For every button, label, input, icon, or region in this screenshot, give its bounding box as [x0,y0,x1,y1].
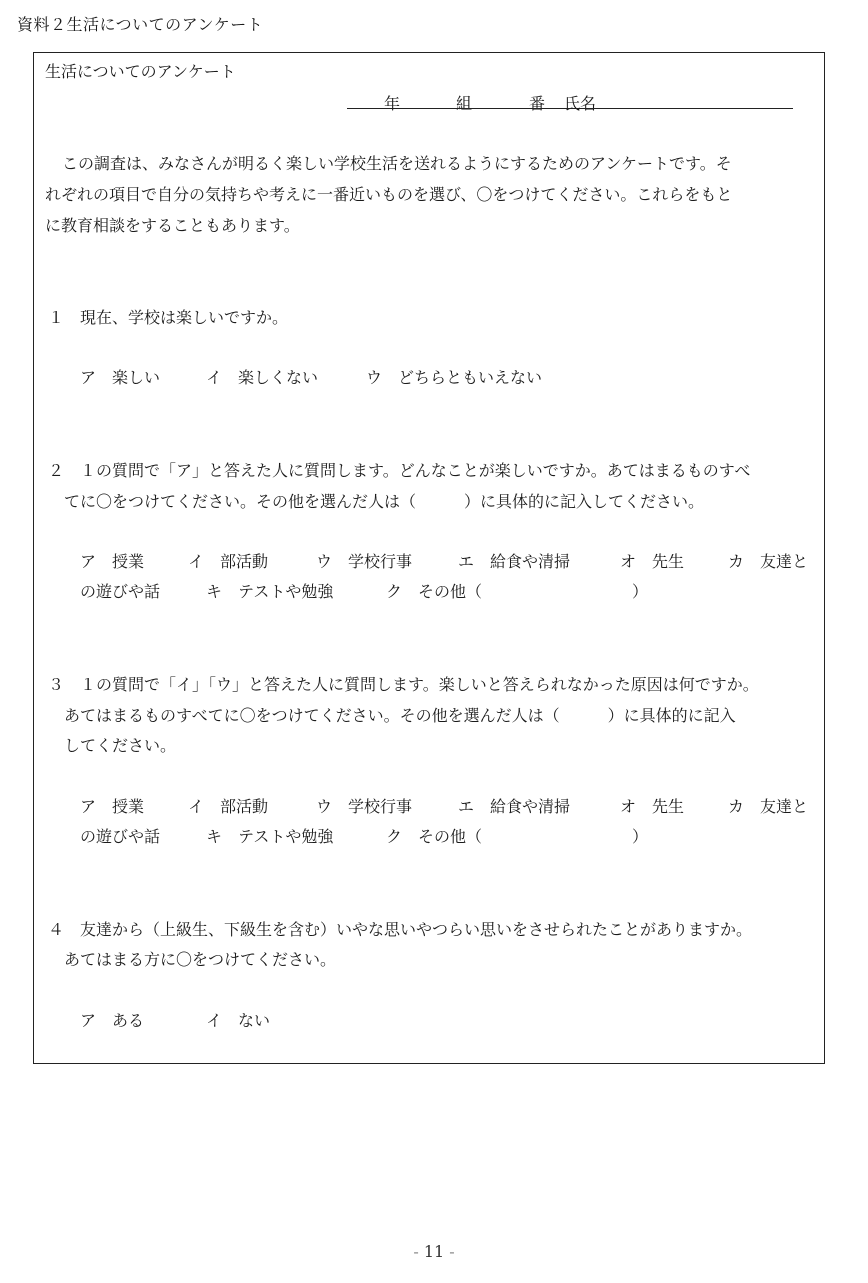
form-title: 生活についてのアンケート [45,62,236,81]
q3-option-ka: カ 友達と [728,797,809,816]
page-number-dash-left: - [413,1242,419,1261]
q2-option-e: エ 給食や清掃 [458,552,571,571]
q2-option-u: ウ 学校行事 [316,552,413,571]
q4-line-1: ４ 友達から（上級生、下級生を含む）いやな思いやつらい思いをさせられたことがありますか。 [48,920,753,939]
q3-option-u: ウ 学校行事 [316,797,413,816]
q2-option-ku: ク その他（ [386,582,483,601]
number-label: 番 [529,94,546,113]
q3-option-ki: キ テストや勉強 [206,827,334,846]
document-caption: 資料２生活についてのアンケート [17,15,264,34]
q3-option-ka-cont: の遊びや話 [80,827,161,846]
q2-line-1: ２ １の質問で「ア」と答えた人に質問します。どんなことが楽しいですか。あてはまるものすべ [48,461,751,480]
page-number-dash-right: - [449,1242,455,1261]
q1-option-i: イ 楽しくない [206,368,319,387]
class-label: 組 [456,94,473,113]
q1-option-u: ウ どちらともいえない [366,368,543,387]
page-number [0,1242,868,1261]
q3-option-o: オ 先生 [620,797,685,816]
q2-option-i: イ 部活動 [188,552,269,571]
q2-option-o: オ 先生 [620,552,685,571]
q3-line-2: あてはまるものすべてに〇をつけてください。その他を選んだ人は（ ）に具体的に記入 [64,706,736,725]
q1-text: １ 現在、学校は楽しいですか。 [48,308,289,327]
intro-line-1: この調査は、みなさんが明るく楽しい学校生活を送れるようにするためのアンケートです。そ [62,154,732,173]
q3-option-i: イ 部活動 [188,797,269,816]
q3-line-1: ３ １の質問で「イ」「ウ」と答えた人に質問します。楽しいと答えられなかった原因は何ですか。 [48,675,759,694]
q2-option-ka: カ 友達と [728,552,809,571]
q4-option-a: ア ある [80,1011,145,1030]
intro-line-3: に教育相談をすることもあります。 [45,216,300,235]
q2-option-a: ア 授業 [80,552,145,571]
intro-line-2: れぞれの項目で自分の気持ちや考えに一番近いものを選び、〇をつけてください。これらをもと [45,185,733,204]
q3-option-e: エ 給食や清掃 [458,797,571,816]
name-underline [347,107,793,109]
year-label: 年 [384,94,401,113]
q1-option-a: ア 楽しい [80,368,161,387]
q2-line-2: てに〇をつけてください。その他を選んだ人は（ ）に具体的に記入してください。 [64,492,705,511]
q3-option-ku-close: ） [632,827,649,846]
q4-line-2: あてはまる方に〇をつけてください。 [64,950,337,969]
page-number-value: 11 [423,1242,445,1261]
q3-option-a: ア 授業 [80,797,145,816]
q2-option-ka-cont: の遊びや話 [80,582,161,601]
questionnaire-form [33,52,825,1064]
q3-line-3: してください。 [64,736,177,755]
q2-option-ki: キ テストや勉強 [206,582,334,601]
q4-option-i: イ ない [206,1011,271,1030]
name-label: 氏名 [564,94,597,113]
q3-option-ku: ク その他（ [386,827,483,846]
q2-option-ku-close: ） [632,582,649,601]
